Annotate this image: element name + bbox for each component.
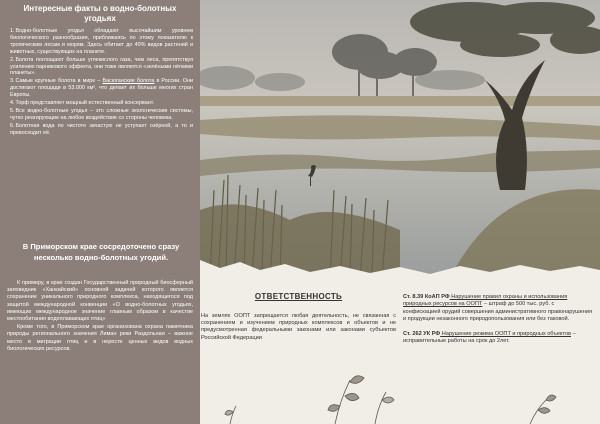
article-ref: Ст. 262 УК РФ [403, 331, 441, 338]
primorye-title: В Приморском крае сосредоточено сразу несколько водно-болотных угодий. [22, 242, 180, 262]
articles-section [403, 294, 593, 354]
fact-item: 5.Все водно-болотные угодья – это сложные экологические системы, чутко реагирующие на любое воздействие со стороны человека. [10, 107, 193, 121]
primorye-text [7, 280, 193, 354]
primorye-paragraph: Кроме того, в Приморском крае организована охрана памятника природы регионального значения Лиман реки Раздольная – важное место в миграции птиц и в нересте ценных видов водных биологических ресурсов. [7, 324, 193, 352]
responsibility-title: ОТВЕТСТВЕННОСТЬ [254, 292, 343, 301]
vasyugan-link[interactable]: Васюганские болота [102, 78, 155, 85]
decorative-leaves [200, 370, 600, 424]
wetland-illustration [200, 0, 600, 278]
responsibility-text: На землях ООПТ запрещается любая деятельность, не связанная с сохранением и изучением природных комплексов и объектов и не предусмотренная федеральными законами или законами субъектов Российской Федерации [201, 313, 396, 341]
article-item: Ст. 8.39 КоАП РФ Нарушение правил охраны и использования природных ресурсов на ООПТ – штраф до 500 тыс. руб. с конфискацией орудий совершения административного правонарушения и продукции незаконного природопользования или без таковой. [403, 294, 592, 322]
article-ref: Ст. 8.39 КоАП РФ [403, 294, 450, 300]
fact-item: 3.Самые крупные болота в мире – Васюганские болота в России. Они достигают площади в 53.000 км², что делает их больше многих стран Европы. [10, 78, 193, 99]
fact-item: 1.Водно-болотные угодья обладают высочайшим уровнем биологического разнообразия, приближаясь по этому показателю к тропическим лесам и морям. Здесь обитает до 40% видов растений и животных, существующих на планете. [10, 28, 193, 55]
article-link[interactable]: Нарушение правил охраны и использования природных ресурсов на ООПТ [403, 294, 568, 308]
primorye-paragraph: К примеру, в крае создан Государственный природный биосферный заповедник «Ханкайский» основной задачей которого является сохранение уникального природного комплекса, находящегося под защитой международной конвенции «О водно-болотных угодьях, имеющих международное значение главным образом в качестве местообитания водоплавающих птиц» [7, 280, 193, 323]
article-link[interactable]: Нарушение режима ООПТ и природных объектов [440, 331, 572, 338]
article-item: Ст. 262 УК РФ Нарушение режима ООПТ и природных объектов – исправительные работы на срок до 2лет. [403, 331, 576, 345]
facts-list [0, 28, 200, 137]
fact-item: 4.Торф представляет мощный естественный консервант. [10, 100, 155, 107]
responsibility-section [201, 288, 396, 342]
facts-panel [0, 0, 200, 424]
facts-title: Интересные факты о водно-болотных угодьях [23, 4, 177, 23]
fact-item: 2.Болота поглощают больше углекислого газа, чем леса, препятствуя усилению парникового эффекта, они тоже являются «зелёными лёгкими планеты». [10, 56, 193, 77]
fact-item: 6.Болотная вода по чистоте зачастую не уступает озёрной, а то и превосходит её. [10, 122, 193, 136]
